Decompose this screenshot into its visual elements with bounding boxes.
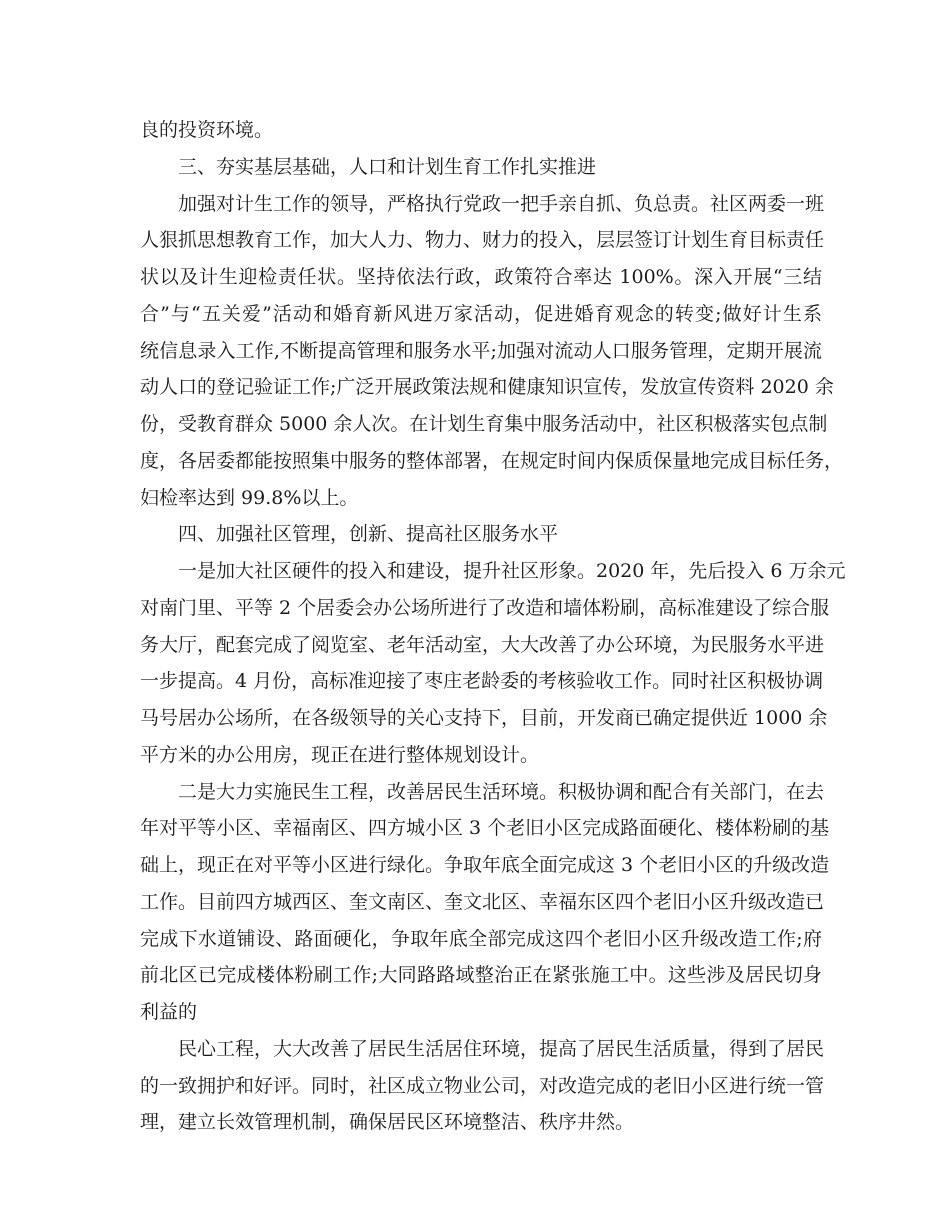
- section-heading: 四、加强社区管理，创新、提高社区服务水平: [178, 523, 559, 546]
- text-line: 度，各居委都能按照集中服务的整体部署，在规定时间内保质保量地完成目标任务，: [140, 449, 844, 472]
- text-line: 年对平等小区、幸福南区、四方城小区 3 个老旧小区完成路面硬化、楼体粉刷的基: [140, 817, 830, 840]
- text-line: 良的投资环境。: [140, 119, 274, 141]
- text-line: 务大厅，配套完成了阅览室、老年活动室，大大改善了办公环境，为民服务水平进: [140, 633, 825, 656]
- text-line: 础上，现正在对平等小区进行绿化。争取年底全面完成这 3 个老旧小区的升级改造: [140, 854, 830, 876]
- text-line: 统信息录入工作,不断提高管理和服务水平;加强对流动人口服务管理，定期开展流: [140, 339, 822, 362]
- text-line: 马号居办公场所，在各级领导的关心支持下，目前，开发商已确定提供近 1000 余: [140, 707, 828, 729]
- text-line: 民心工程，大大改善了居民生活居住环境，提高了居民生活质量，得到了居民: [178, 1037, 825, 1060]
- text-line: 平方米的办公用房，现正在进行整体规划设计。: [140, 743, 540, 766]
- text-line: 人狠抓思想教育工作，加大人力、物力、财力的投入，层层签订计划生育目标责任: [140, 229, 825, 252]
- text-line: 对南门里、平等 2 个居委会办公场所进行了改造和墙体粉刷，高标准建设了综合服: [140, 596, 830, 619]
- section-heading: 三、夯实基层基础，人口和计划生育工作扎实推进: [178, 155, 597, 178]
- text-line: 二是大力实施民生工程，改善居民生活环境。积极协调和配合有关部门，在去: [178, 780, 825, 803]
- text-line: 工作。目前四方城西区、奎文南区、奎文北区、幸福东区四个老旧小区升级改造已: [140, 890, 825, 913]
- text-line: 妇检率达到 99.8%以上。: [140, 486, 359, 509]
- text-line: 加强对计生工作的领导，严格执行党政一把手亲自抓、负总责。社区两委一班: [178, 192, 825, 215]
- text-line: 利益的: [140, 1001, 198, 1023]
- text-line: 状以及计生迎检责任状。坚持依法行政，政策符合率达 100%。深入开展“三结: [140, 266, 822, 288]
- text-line: 合”与“五关爱”活动和婚育新风进万家活动，促进婚育观念的转变;做好计生系: [140, 302, 822, 325]
- text-line: 一是加大社区硬件的投入和建设，提升社区形象。2020 年，先后投入 6 万余元: [178, 560, 846, 582]
- text-line: 完成下水道铺设、路面硬化，争取年底全部完成这四个老旧小区升级改造工作;府: [140, 927, 822, 950]
- text-line: 前北区已完成楼体粉刷工作;大同路路域整治正在紧张施工中。这些涉及居民切身: [140, 964, 822, 987]
- document-body: [140, 112, 846, 1141]
- text-line: 理，建立长效管理机制，确保居民区环境整洁、秩序井然。: [140, 1111, 635, 1134]
- text-line: 的一致拥护和好评。同时，社区成立物业公司，对改造完成的老旧小区进行统一管: [140, 1074, 825, 1097]
- text-line: 一步提高。4 月份，高标准迎接了枣庄老龄委的考核验收工作。同时社区积极协调: [140, 670, 824, 693]
- text-line: 动人口的登记验证工作;广泛开展政策法规和健康知识宣传，发放宣传资料 2020 余: [140, 376, 834, 399]
- text-line: 份，受教育群众 5000 余人次。在计划生育集中服务活动中，社区积极落实包点制: [140, 413, 828, 435]
